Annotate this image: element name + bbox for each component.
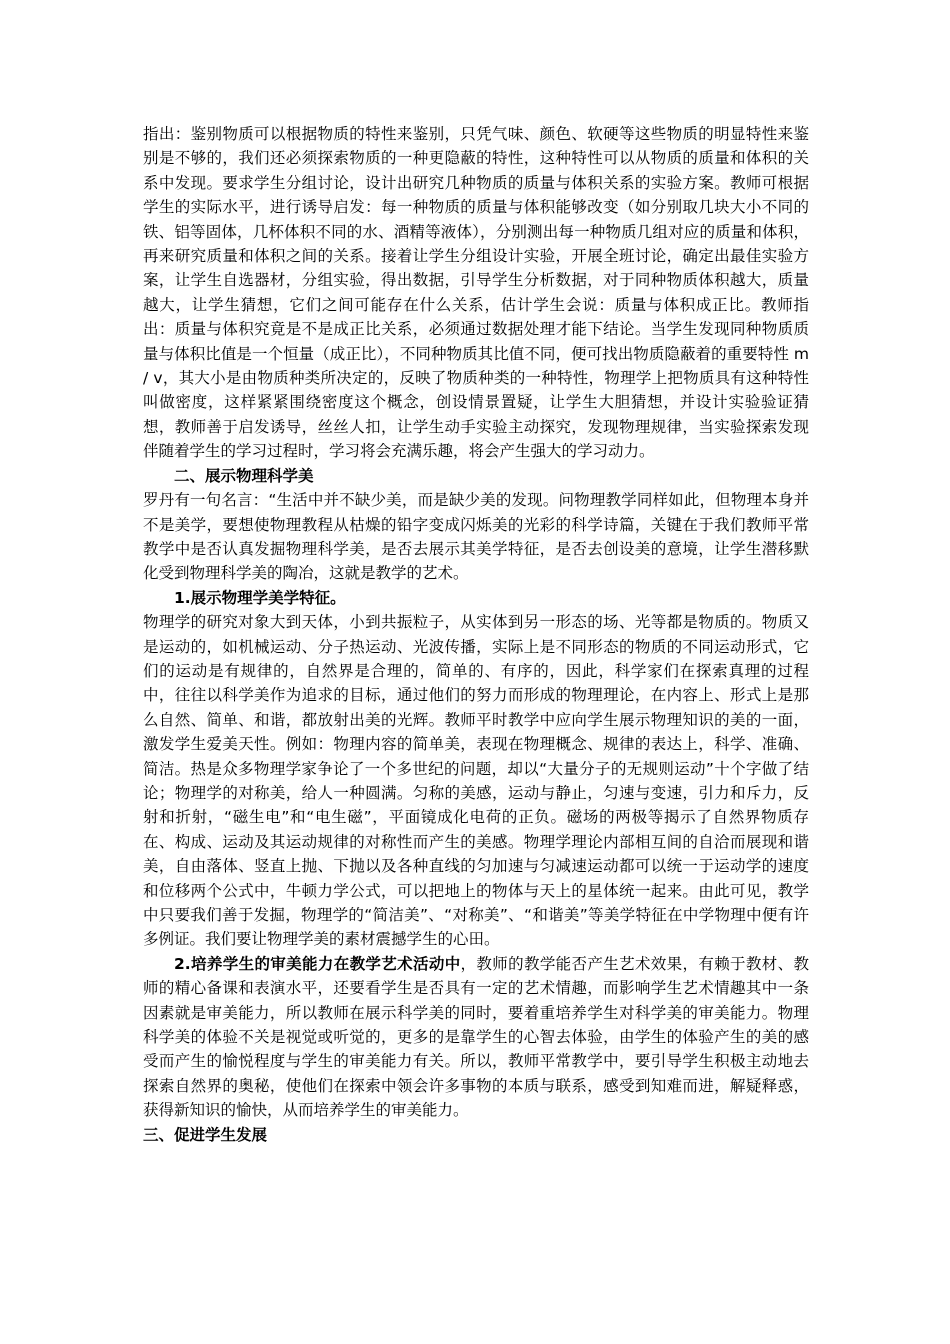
subsection-heading-2-1: 1.展示物理学美学特征。 [174, 588, 346, 607]
section-heading-2: 二、展示物理科学美 [174, 466, 314, 485]
subsection-heading-2-2: 2.培养学生的审美能力在教学艺术活动中 [174, 954, 461, 973]
paragraph-density-experiment: 指出：鉴别物质可以根据物质的特性来鉴别，只凭气味、颜色、软硬等这些物质的明显特性来鉴别是不够的，我们还必须探索物质的一种更隐蔽的特性，这种特性可以从物质的质量和体积的关系中发现。要求学生分组讨论，设计出研究几种物质的质量与体积关系的实验方案。教师可根据学生的实际水平，进行诱导启发：每一种物质的质量与体积能够改变（如分别取几块大小不同的铁、铝等固体，几杯体积不同的水、酒精等液体），分别测出每一种物质几组对应的质量和体积，再来研究质量和体积之间的关系。接着让学生分组设计实验，开展全班讨论，确定出最佳实验方案，让学生自选器材，分组实验，得出数据，引导学生分析数据，对于同种物质体积越大，质量越大，让学生猜想，它们之间可能存在什么关系，估计学生会说：质量与体积成正比。教师指出：质量与体积究竟是不是成正比关系，必须通过数据处理才能下结论。当学生发现同种物质质量与体积比值是一个恒量（成正比），不同种物质其比值不同，便可找出物质隐蔽着的重要特性 m / v，其大小是由物质种类所决定的，反映了物质种类的一种特性，物理学上把物质具有这种特性叫做密度，这样紧紧围绕密度这个概念，创设情景置疑，让学生大胆猜想，并设计实验验证猜想，教师善于启发诱导，丝丝人扣，让学生动手实验主动探究，发现物理规律，当实验探索发现伴随着学生的学习过程时，学习将会充满乐趣，将会产生强大的学习动力。 [143, 125, 809, 461]
section-heading-3: 三、促进学生发展 [143, 1125, 268, 1144]
paragraph-physics-beauty: 物理学的研究对象大到天体，小到共振粒子，从实体到另一形态的场、光等都是物质的。物质又是运动的，如机械运动、分子热运动、光波传播，实际上是不同形态的物质的不同运动形式，它们的运动是有规律的，自然界是合理的，简单的、有序的，因此，科学家们在探索真理的过程中，往往以科学美作为追求的目标，通过他们的努力而形成的物理理论，在内容上、形式上是那么自然、简单、和谐，都放射出美的光辉。教师平时教学中应向学生展示物理知识的美的一面，激发学生爱美天性。例如：物理内容的简单美，表现在物理概念、规律的表达上，科学、准确、简洁。热是众多物理学家争论了一个多世纪的问题，却以“大量分子的无规则运动”十个字做了结论；物理学的对称美，给人一种圆满。匀称的美感，运动与静止，匀速与变速，引力和斥力，反射和折射，“磁生电”和“电生磁”，平面镜成化电荷的正负。磁场的两极等揭示了自然界物质存在、构成、运动及其运动规律的对称性而产生的美感。物理学理论内部相互间的自洽而展现和谐美，自由落体、竖直上抛、下抛以及各种直线的匀加速与匀减速运动都可以统一于运动学的速度和位移两个公式中，牛顿力学公式，可以把地上的物体与天上的星体统一起来。由此可见，教学中只要我们善于发掘，物理学的“简洁美”、“对称美”、“和谐美”等美学特征在中学物理中便有许多例证。我们要让物理学美的素材震撼学生的心田。 [143, 613, 809, 949]
paragraph-rodin-quote: 罗丹有一句名言：“生活中并不缺少美，而是缺少美的发现。问物理教学同样如此，但物理本身并不是美学，要想使物理教程从枯燥的铅字变成闪烁美的光彩的科学诗篇，关键在于我们教师平常教学中是否认真发掘物理科学美，是否去展示其美学特征，是否去创设美的意境，让学生潜移默化受到物理科学美的陶冶，这就是教学的艺术。 [143, 491, 809, 583]
paragraph-aesthetic-ability-text: ，教师的教学能否产生艺术效果，有赖于教材、教师的精心备课和表演水平，还要看学生是否具有一定的艺术情趣，而影响学生艺术情趣其中一条因素就是审美能力，所以教师在展示科学美的同时，要着重培养学生对科学美的审美能力。物理科学美的体验不关是视觉或听觉的，更多的是靠学生的心智去体验，由学生的体验产生的美的感受而产生的愉悦程度与学生的审美能力有关。所以，教师平常教学中，要引导学生积极主动地去探索自然界的奥秘，使他们在探索中领会许多事物的本质与联系，感受到知难而进，解疑释惑，获得新知识的愉快，从而培养学生的审美能力。 [143, 954, 809, 1120]
paragraph-aesthetic-ability [143, 952, 809, 1123]
document-page [143, 122, 809, 1147]
